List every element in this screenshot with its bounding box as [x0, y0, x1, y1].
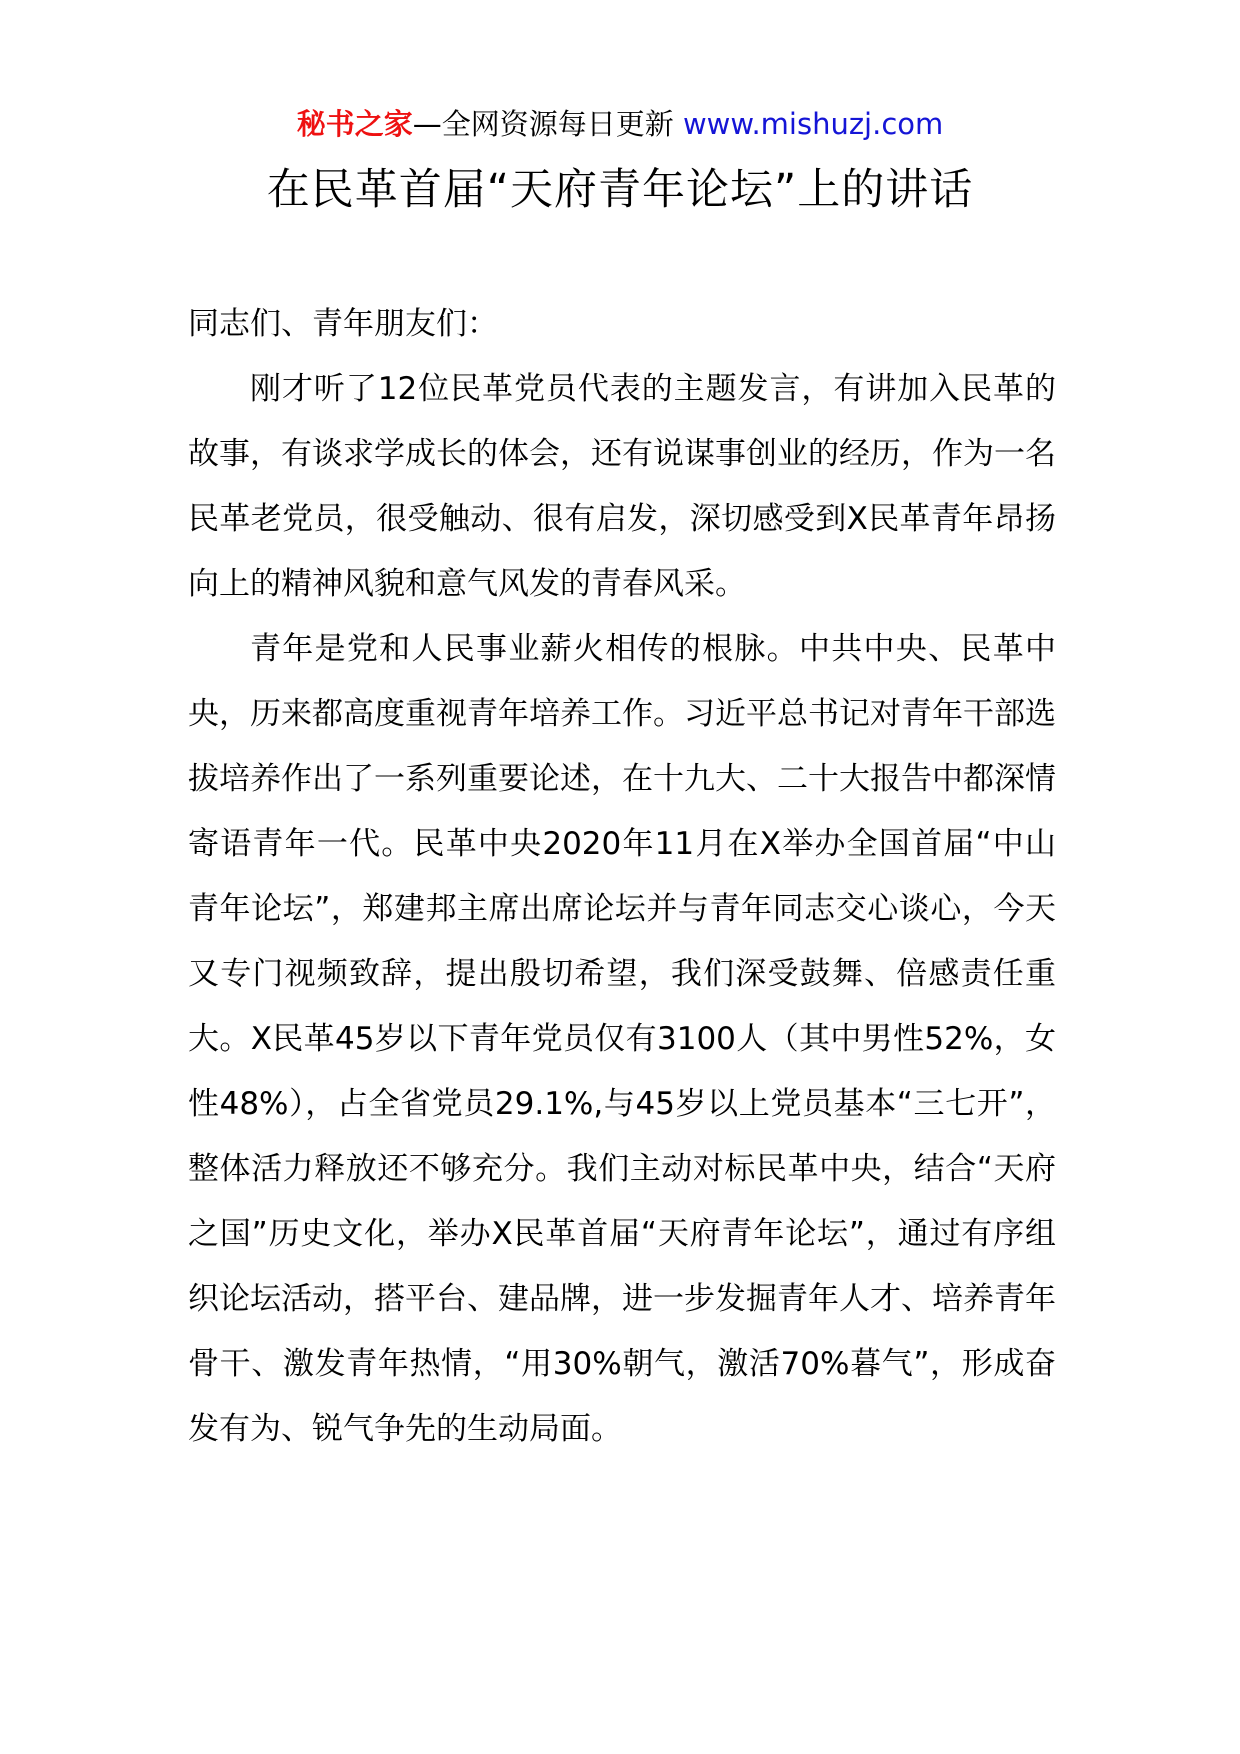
site-header	[0, 104, 1240, 144]
site-url-link[interactable]: www.mishuzj.com	[682, 107, 944, 141]
header-tagline: —全网资源每日更新	[412, 107, 683, 141]
brand-name: 秘书之家	[296, 107, 413, 141]
document-body	[188, 292, 1056, 1462]
salutation: 同志们、青年朋友们：	[188, 306, 498, 342]
paragraph: 青年是党和人民事业薪火相传的根脉。中共中央、民革中央，历来都高度重视青年培养工作。习近平总书记对青年干部选拔培养作出了一系列重要论述，在十九大、二十大报告中都深情寄语青年一代。民革中央2020年11月在X举办全国首届“中山青年论坛”，郑建邦主席出席论坛并与青年同志交心谈心，今天又专门视频致辞，提出殷切希望，我们深受鼓舞、倍感责任重大。X民革45岁以下青年党员仅有3100人（其中男性52%，女性48%），占全省党员29.1%,与45岁以上党员基本“三七开”，整体活力释放还不够充分。我们主动对标民革中央，结合“天府之国”历史文化，举办X民革首届“天府青年论坛”，通过有序组织论坛活动，搭平台、建品牌，进一步发掘青年人才、培养青年骨干、激发青年热情，“用30%朝气，激活70%暮气”，形成奋发有为、锐气争先的生动局面。	[188, 631, 1056, 1447]
document-title: 在民革首届“天府青年论坛”上的讲话	[266, 165, 974, 215]
paragraph: 刚才听了12位民革党员代表的主题发言，有讲加入民革的故事，有谈求学成长的体会，还有说谋事创业的经历，作为一名民革老党员，很受触动、很有启发，深切感受到X民革青年昂扬向上的精神风貌和意气风发的青春风采。	[188, 371, 1056, 602]
